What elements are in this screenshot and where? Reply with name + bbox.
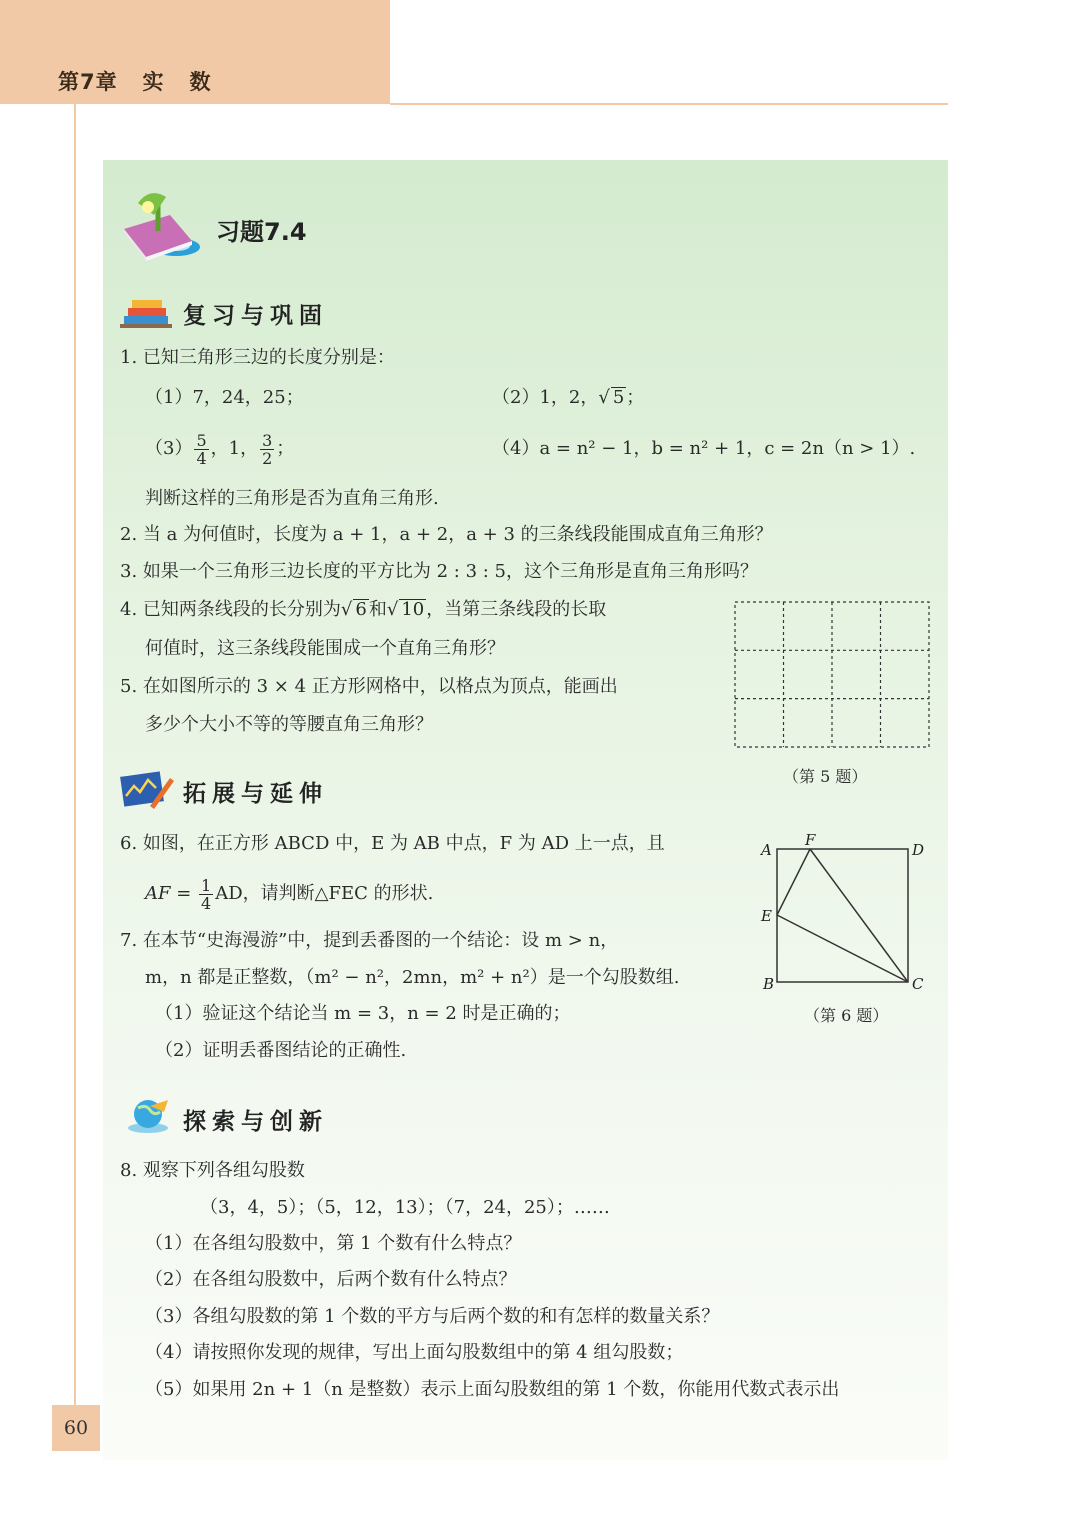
q5-line1: 5. 在如图所示的 3 × 4 正方形网格中，以格点为顶点，能画出 — [120, 676, 618, 697]
q7-line1: 7. 在本节“史海漫游”中，提到丢番图的一个结论：设 m > n， — [120, 930, 619, 951]
q6-line2: AF = $\frac{1}{4}$ AD，请判断△FEC 的形状. — [145, 875, 434, 913]
q8-part5: （5）如果用 2n + 1（n 是整数）表示上面勾股数组的第 1 个数，你能用代数式表示出 — [145, 1379, 840, 1400]
q8-groups: （3，4，5）；（5，12，13）；（7，24，25）；…… — [200, 1197, 610, 1218]
chapter-title: 第7章 实 数 — [58, 70, 212, 94]
section-extend-title: 拓展与延伸 — [183, 781, 328, 807]
q5-line2: 多少个大小不等的等腰直角三角形？ — [145, 714, 433, 735]
q1-part3: （3） $\frac{5}{4}$ ，1， $\frac{3}{2}$ ； — [145, 430, 295, 468]
q1-stem: 1. 已知三角形三边的长度分别是： — [120, 347, 395, 368]
label-C: C — [912, 975, 924, 993]
q8-line1: 8. 观察下列各组勾股数 — [120, 1160, 305, 1181]
section-review-title: 复习与巩固 — [183, 303, 328, 329]
section-explore-title: 探索与创新 — [183, 1109, 328, 1135]
page-number: 60 — [63, 1417, 89, 1439]
grid-figure-q5 — [734, 601, 930, 749]
q1-part2: （2）1，2，√ 5 ； — [492, 387, 645, 408]
q6-caption: （第 6 题） — [804, 1006, 889, 1025]
q6-line1: 6. 如图，在正方形 ABCD 中，E 为 AB 中点，F 为 AD 上一点，且 — [120, 833, 665, 854]
q8-part1: （1）在各组勾股数中，第 1 个数有什么特点？ — [145, 1233, 522, 1254]
q8-part4: （4）请按照你发现的规律，写出上面勾股数组中的第 4 组勾股数； — [145, 1342, 684, 1363]
q8-part3: （3）各组勾股数的第 1 个数的平方与后两个数的和有怎样的数量关系？ — [145, 1306, 720, 1327]
q8-part2: （2）在各组勾股数中，后两个数有什么特点？ — [145, 1269, 517, 1290]
q3: 3. 如果一个三角形三边长度的平方比为 2 : 3 : 5，这个三角形是直角三角形吗？ — [120, 561, 758, 582]
q7-line2: m，n 都是正整数，（m² − n²，2mn，m² + n²）是一个勾股数组. — [145, 967, 680, 988]
label-E: E — [761, 907, 772, 925]
q1-tail: 判断这样的三角形是否为直角三角形. — [145, 488, 439, 509]
q5-caption: （第 5 题） — [783, 767, 868, 786]
chart-pen-icon — [120, 770, 176, 810]
header-rule — [390, 103, 948, 105]
q7-part1: （1）验证这个结论当 m = 3，n = 2 时是正确的； — [155, 1003, 571, 1024]
label-B: B — [763, 975, 775, 993]
globe-icon — [120, 1096, 176, 1136]
exercise-title: 习题7.4 — [216, 218, 307, 246]
q1-part1: （1）7，24，25； — [145, 387, 304, 408]
q2: 2. 当 a 为何值时，长度为 a + 1，a + 2，a + 3 的三条线段能围成直角三角形？ — [120, 524, 773, 545]
q4-line1: 4. 已知两条线段的长分别为√ 6 和√ 10 ，当第三条线段的长取 — [120, 599, 607, 620]
label-A: A — [761, 841, 772, 859]
q4-line2: 何值时，这三条线段能围成一个直角三角形？ — [145, 638, 505, 659]
q1-part4: （4）a = n² − 1，b = n² + 1，c = 2n（n > 1）. — [492, 438, 916, 459]
desk-lamp-book-icon — [118, 185, 208, 265]
label-D: D — [912, 841, 925, 859]
label-F: F — [805, 831, 816, 849]
q7-part2: （2）证明丢番图结论的正确性. — [155, 1040, 407, 1061]
square-figure-q6 — [755, 828, 935, 998]
margin-rule — [74, 104, 76, 1424]
books-icon — [120, 294, 176, 334]
